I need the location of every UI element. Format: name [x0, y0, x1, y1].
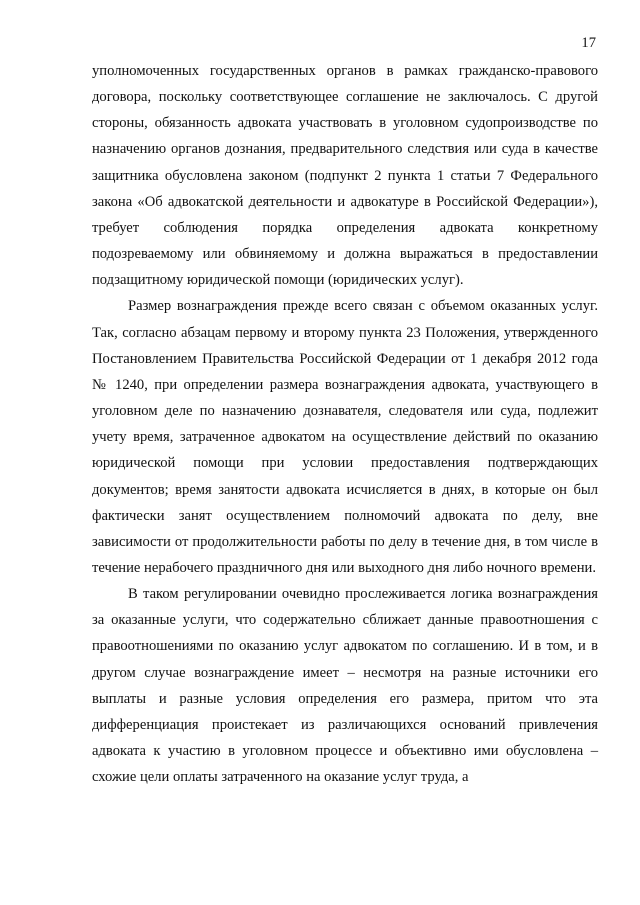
document-body	[92, 58, 598, 790]
paragraph-continuation: уполномоченных государственных органов в рамках гражданско-правового договора, поскольку соответствующее соглашение не заключалось. С другой стороны, обязанность адвоката участвовать в уголовном судопроизводстве по назначению органов дознания, предварительного следствия или суда в качестве защитника обусловлена законом (подпункт 2 пункта 1 статьи 7 Федерального закона «Об адвокатской деятельности и адвокатуре в Российской Федерации»), требует соблюдения порядка определения адвоката конкретному подозреваемому или обвиняемому и должна выражаться в предоставлении подзащитному юридической помощи (юридических услуг).	[92, 63, 598, 289]
paragraph-remuneration-size: Размер вознаграждения прежде всего связан с объемом оказанных услуг. Так, согласно абзацам первому и второму пункта 23 Положения, утвержденного Постановлением Правительства Российской Федерации от 1 декабря 2012 года № 1240, при определении размера вознаграждения адвоката, участвующего в уголовном деле по назначению дознавателя, следователя или суда, подлежит учету время, затраченное адвокатом на осуществление действий по оказанию юридической помощи при условии предоставления подтверждающих документов; время занятости адвоката исчисляется в днях, в которые он был фактически занят осуществлением полномочий адвоката по делу, вне зависимости от продолжительности работы по делу в течение дня, в том числе в течение нерабочего праздничного дня или выходного дня либо ночного времени.	[92, 298, 598, 576]
paragraph-regulation-logic: В таком регулировании очевидно прослеживается логика вознаграждения за оказанные услуги, что содержательно сближает данные правоотношения с правоотношениями по оказанию услуг адвокатом по соглашению. И в том, и в другом случае вознаграждение имеет – несмотря на разные источники его выплаты и разные условия определения его размера, притом что эта дифференциация проистекает из различающихся оснований привлечения адвоката к участию в уголовном процессе и объективно ими обусловлена – схожие цели оплаты затраченного на оказание услуг труда, а	[92, 586, 598, 786]
page-number: 17	[581, 35, 596, 51]
